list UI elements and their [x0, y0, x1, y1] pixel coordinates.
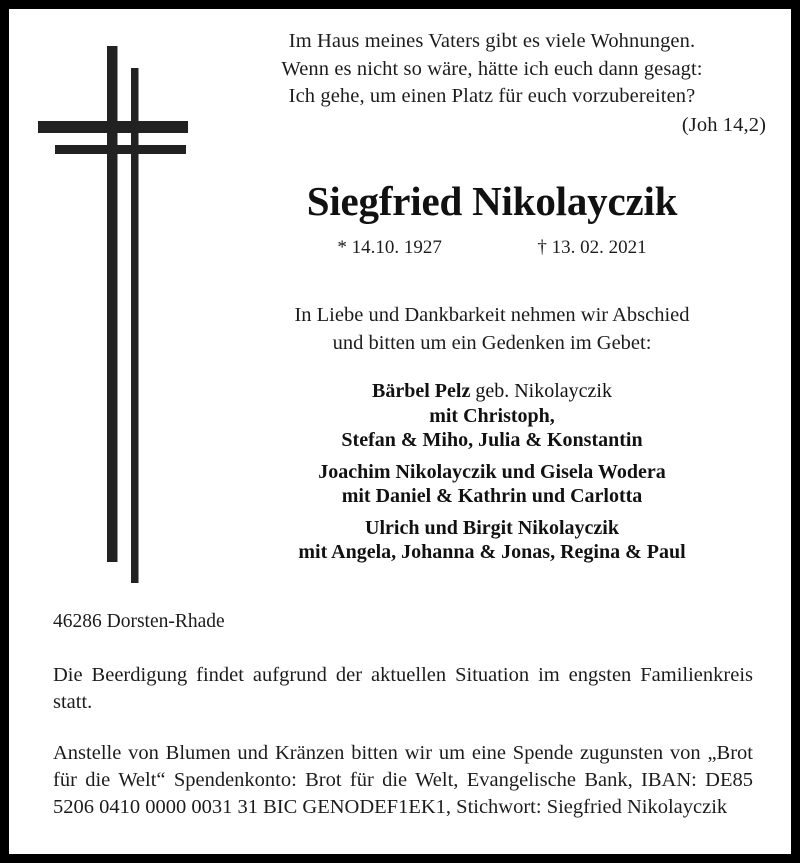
farewell-line-2: und bitten um ein Gedenken im Gebet: — [332, 331, 652, 354]
family-group-2-children: mit Daniel & Kathrin und Carlotta — [341, 485, 643, 507]
funeral-notice-paragraph: Die Beerdigung findet aufgrund der aktuellen Situation im engsten Familienkreis statt. — [53, 664, 753, 713]
lower-text-block — [53, 609, 753, 821]
farewell-line-1: In Liebe und Dankbarkeit nehmen wir Abschied — [294, 304, 690, 326]
family-group-1-name-maiden: geb. Nikolayczik — [470, 380, 612, 402]
donation-paragraph: Anstelle von Blumen und Kränzen bitten wir um eine Spende zugunsten von „Brot für die Welt“ Spendenkonto: Brot für die Welt, Evangelische Bank, IBAN: DE85 5206 0410 0000 0031 31 BIC GENODEF1EK1, Stichwort: Siegfried Nikolayczik — [53, 742, 753, 818]
quote-line-3: Ich gehe, um einen Platz für euch vorzubereiten? — [288, 85, 696, 107]
family-group-1-name-bold: Bärbel Pelz — [372, 380, 471, 402]
family-group-1-grandchildren: Stefan & Miho, Julia & Konstantin — [341, 429, 643, 451]
christian-cross-icon — [0, 0, 220, 600]
quote-line-1: Im Haus meines Vaters gibt es viele Wohnungen. — [288, 30, 696, 52]
family-group-3-children: mit Angela, Johanna & Jonas, Regina & Paul — [298, 541, 686, 563]
family-group-2 — [212, 460, 772, 509]
family-group-1-children: mit Christoph, — [429, 404, 555, 427]
family-list — [212, 379, 772, 565]
family-group-3-names: Ulrich und Birgit Nikolayczik — [365, 516, 619, 539]
family-group-1 — [212, 379, 772, 453]
family-group-3 — [212, 516, 772, 565]
death-date: † 13. 02. 2021 — [537, 237, 647, 258]
deceased-name: Siegfried Nikolayczik — [306, 178, 678, 224]
birth-date: * 14.10. 1927 — [337, 237, 442, 258]
address-line: 46286 Dorsten-Rhade — [53, 611, 225, 632]
quote-line-2: Wenn es nicht so wäre, hätte ich euch dann gesagt: — [281, 57, 703, 80]
family-group-2-names: Joachim Nikolayczik und Gisela Wodera — [318, 460, 666, 483]
farewell-message — [212, 302, 772, 357]
bible-quote — [212, 28, 772, 139]
upper-text-column — [212, 28, 772, 565]
life-dates — [212, 236, 772, 260]
family-group-1-name — [212, 379, 772, 404]
quote-reference: (Joh 14,2) — [681, 113, 766, 136]
